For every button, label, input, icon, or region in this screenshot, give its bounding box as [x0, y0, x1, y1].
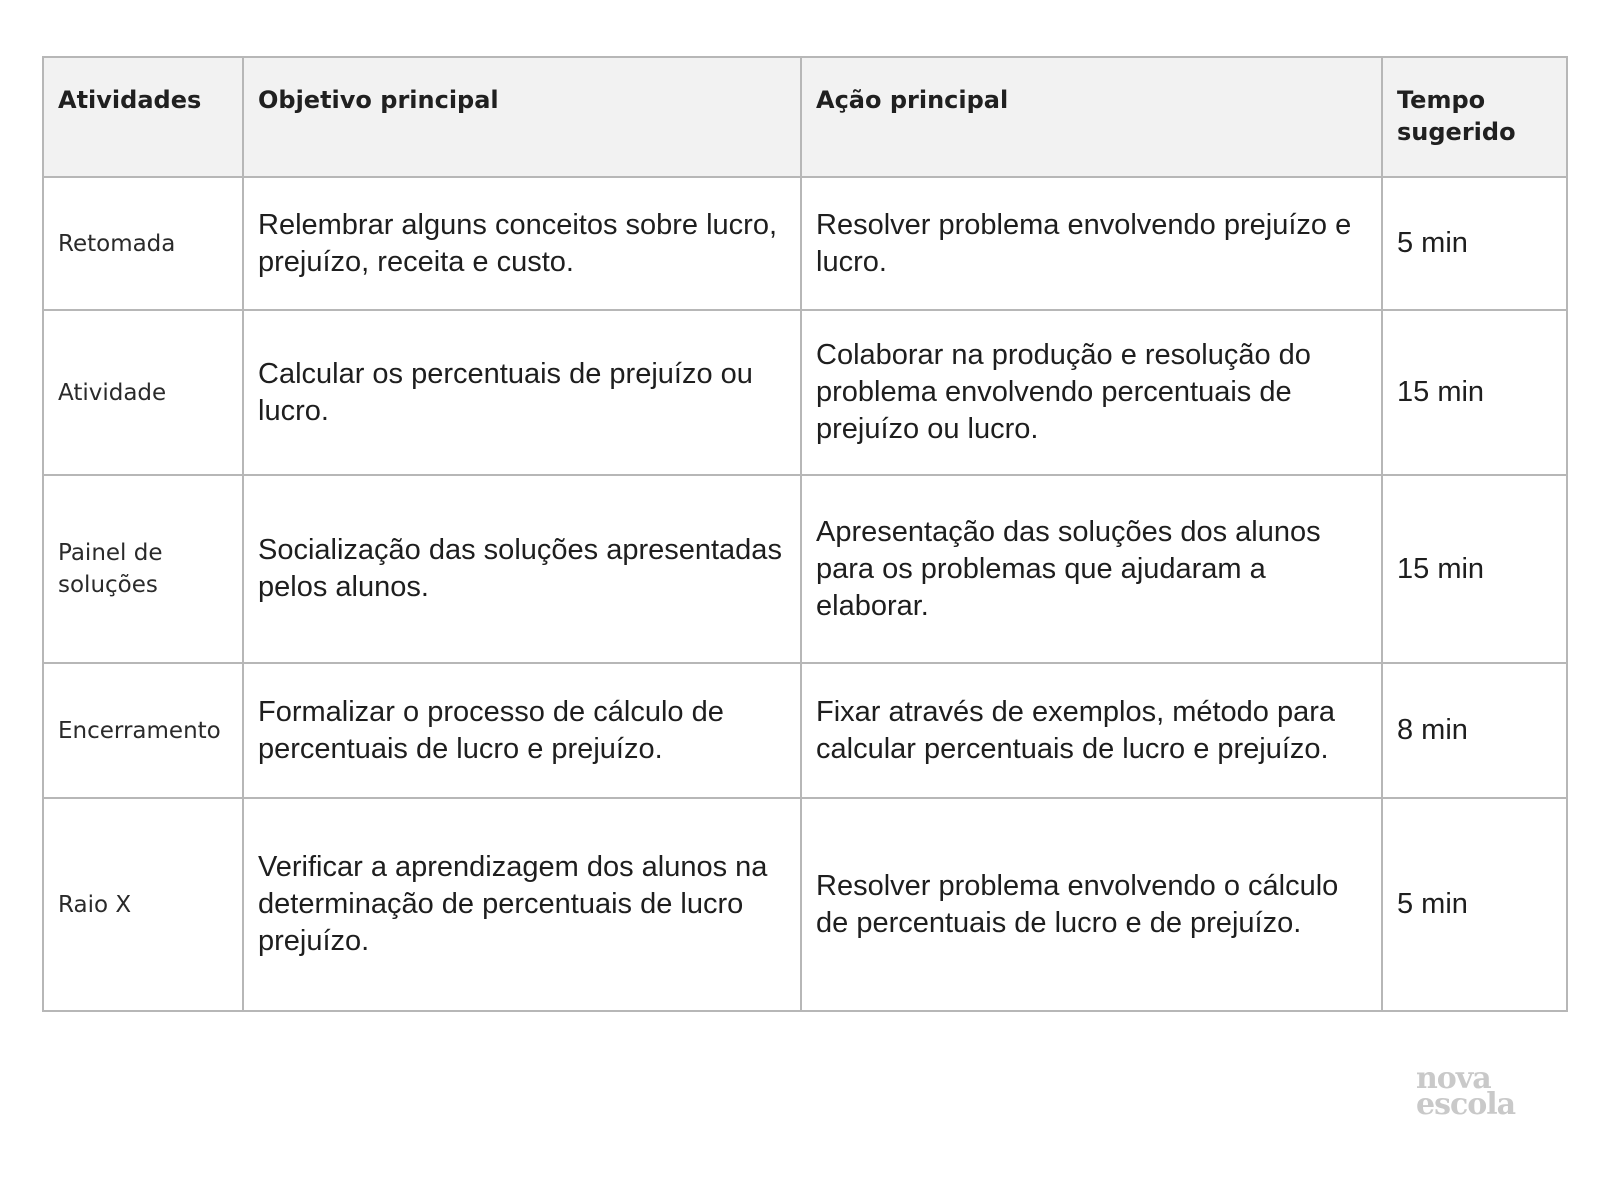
action-cell: Fixar através de exemplos, método para calcular percentuais de lucro e prejuízo. — [801, 663, 1382, 798]
objective-cell: Socialização das soluções apresentadas pelos alunos. — [243, 475, 801, 663]
header-activities: Atividades — [43, 57, 243, 177]
activity-cell: Raio X — [43, 798, 243, 1011]
table-header — [43, 57, 1567, 177]
activity-cell: Atividade — [43, 310, 243, 475]
table-row — [43, 177, 1567, 310]
time-cell: 5 min — [1382, 177, 1567, 310]
header-action: Ação principal — [801, 57, 1382, 177]
table-row — [43, 798, 1567, 1011]
activity-cell: Painel de soluções — [43, 475, 243, 663]
table-row — [43, 663, 1567, 798]
time-cell: 15 min — [1382, 475, 1567, 663]
time-cell: 5 min — [1382, 798, 1567, 1011]
nova-escola-logo — [1416, 1061, 1536, 1122]
logo-line-escola: escola — [1416, 1087, 1516, 1122]
action-cell: Resolver problema envolvendo o cálculo de percentuais de lucro e de prejuízo. — [801, 798, 1382, 1011]
objective-cell: Relembrar alguns conceitos sobre lucro, prejuízo, receita e custo. — [243, 177, 801, 310]
lesson-plan-table — [42, 56, 1568, 1012]
objective-cell: Calcular os percentuais de prejuízo ou lucro. — [243, 310, 801, 475]
table-body — [43, 177, 1567, 1011]
table-row — [43, 310, 1567, 475]
objective-cell: Formalizar o processo de cálculo de percentuais de lucro e prejuízo. — [243, 663, 801, 798]
table-row — [43, 475, 1567, 663]
time-cell: 15 min — [1382, 310, 1567, 475]
logo-line-nova: nova — [1416, 1061, 1491, 1096]
activity-cell: Encerramento — [43, 663, 243, 798]
action-cell: Colaborar na produção e resolução do problema envolvendo percentuais de prejuízo ou lucro. — [801, 310, 1382, 475]
header-time: Tempo sugerido — [1382, 57, 1567, 177]
action-cell: Resolver problema envolvendo prejuízo e lucro. — [801, 177, 1382, 310]
objective-cell: Verificar a aprendizagem dos alunos na determinação de percentuais de lucro prejuízo. — [243, 798, 801, 1011]
header-objective: Objetivo principal — [243, 57, 801, 177]
action-cell: Apresentação das soluções dos alunos para os problemas que ajudaram a elaborar. — [801, 475, 1382, 663]
header-row — [43, 57, 1567, 177]
activity-cell: Retomada — [43, 177, 243, 310]
time-cell: 8 min — [1382, 663, 1567, 798]
